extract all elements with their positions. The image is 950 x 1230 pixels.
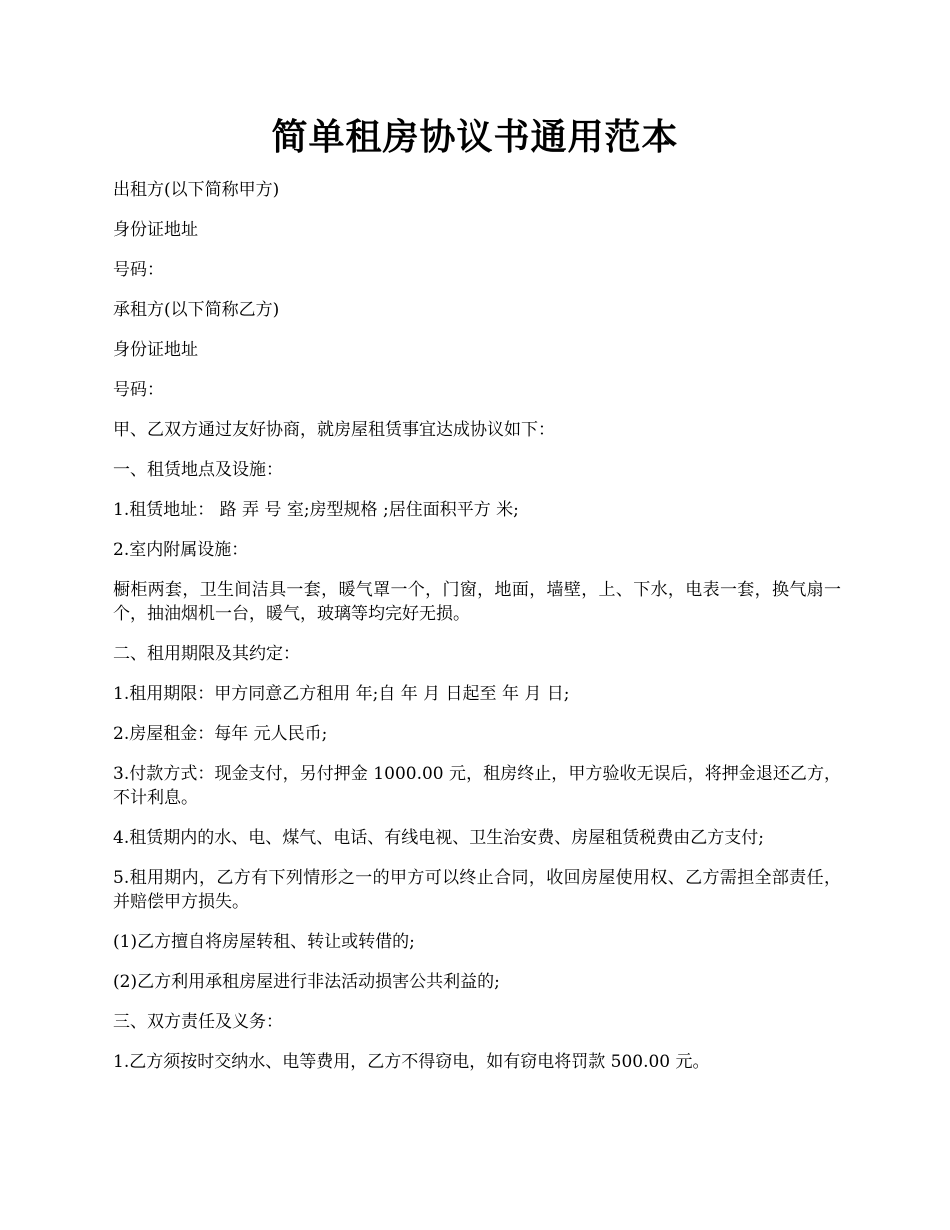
paragraph-lessor-id-address: 身份证地址 — [113, 220, 198, 240]
paragraph-lessee-id-address: 身份证地址 — [113, 340, 198, 360]
paragraph-intro: 甲、乙双方通过友好协商，就房屋租赁事宜达成协议如下： — [113, 420, 555, 440]
paragraph-rental-term: 1.租用期限：甲方同意乙方租用 年;自 年 月 日起至 年 月 日; — [113, 684, 570, 704]
paragraph-lessor: 出租方(以下简称甲方) — [113, 180, 280, 200]
paragraph-termination: 5.租用期内，乙方有下列情形之一的甲方可以终止合同，收回房屋使用权、乙方需担全部责任，并赔偿甲方损失。 — [113, 868, 841, 912]
section-heading-term: 二、租用期限及其约定： — [113, 644, 300, 664]
document-body — [113, 178, 841, 1090]
paragraph-facilities-heading: 2.室内附属设施： — [113, 540, 249, 560]
paragraph-lessor-id-number: 号码： — [113, 260, 164, 280]
paragraph-rent-amount: 2.房屋租金：每年 元人民币; — [113, 724, 328, 744]
paragraph-responsibility-1: 1.乙方须按时交纳水、电等费用，乙方不得窃电，如有窃电将罚款 500.00 元。 — [113, 1052, 710, 1072]
paragraph-rental-address: 1.租赁地址： 路 弄 号 室;房型规格 ;居住面积平方 米; — [113, 500, 519, 520]
paragraph-facilities-list: 橱柜两套，卫生间洁具一套，暖气罩一个，门窗，地面，墙壁，上、下水，电表一套，换气扇一个，抽油烟机一台，暖气，玻璃等均完好无损。 — [113, 580, 841, 624]
paragraph-lessee-id-number: 号码： — [113, 380, 164, 400]
section-heading-location: 一、租赁地点及设施： — [113, 460, 283, 480]
paragraph-lessee: 承租方(以下简称乙方) — [113, 300, 280, 320]
document-title: 简单租房协议书通用范本 — [271, 116, 679, 158]
paragraph-utilities: 4.租赁期内的水、电、煤气、电话、有线电视、卫生治安费、房屋租赁税费由乙方支付; — [113, 828, 764, 848]
paragraph-payment-method: 3.付款方式：现金支付，另付押金 1000.00 元，租房终止，甲方验收无误后，将押金退还乙方，不计利息。 — [113, 764, 841, 808]
paragraph-termination-case-1: (1)乙方擅自将房屋转租、转让或转借的; — [113, 932, 415, 952]
paragraph-termination-case-2: (2)乙方利用承租房屋进行非法活动损害公共利益的; — [113, 972, 500, 992]
section-heading-responsibilities: 三、双方责任及义务： — [113, 1012, 283, 1032]
